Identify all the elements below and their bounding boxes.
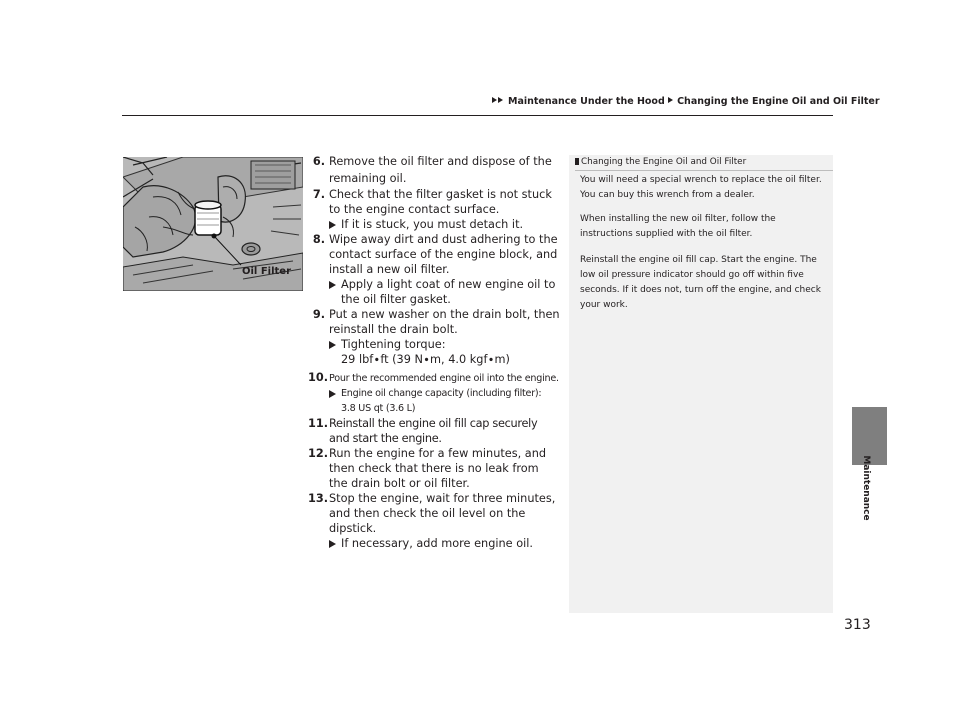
step-text: Remove the oil filter and dispose of the remaining oil. bbox=[329, 155, 552, 185]
step-number: 7. bbox=[312, 188, 325, 201]
header-divider bbox=[122, 115, 833, 116]
step-7 bbox=[308, 187, 560, 232]
reference-icon bbox=[575, 158, 579, 165]
section-label-text: Maintenance bbox=[861, 455, 871, 521]
breadcrumb-section: Maintenance Under the Hood bbox=[508, 96, 665, 107]
step-text: Reinstall the engine oil fill cap securely and start the engine. bbox=[329, 417, 538, 445]
step-12 bbox=[308, 446, 560, 491]
note-paragraph: Reinstall the engine oil fill cap. Start the engine. The low oil pressure indicator should go off within five seconds. If it does not, turn off the engine, and check your work. bbox=[580, 255, 821, 310]
step-9 bbox=[308, 307, 560, 367]
step-note-text: If necessary, add more engine oil. bbox=[341, 537, 533, 550]
step-note-text: Apply a light coat of new engine oil to the oil filter gasket. bbox=[341, 278, 556, 306]
breadcrumb bbox=[492, 95, 880, 107]
step-6 bbox=[308, 153, 560, 187]
step-number: 8. bbox=[312, 233, 325, 246]
step-note bbox=[329, 386, 560, 416]
figure-caption: Oil Filter bbox=[242, 266, 292, 277]
procedure-steps bbox=[308, 153, 560, 551]
note-divider bbox=[575, 170, 833, 171]
arrow-right-icon bbox=[329, 390, 336, 398]
step-text: Stop the engine, wait for three minutes, and then check the oil level on the dipstick. bbox=[329, 492, 556, 535]
step-number: 6. bbox=[312, 155, 325, 168]
arrow-right-icon bbox=[329, 540, 336, 548]
step-note bbox=[329, 337, 560, 367]
note-heading bbox=[575, 157, 746, 167]
chevron-right-icon bbox=[498, 96, 504, 105]
capacity-value: 3.8 US qt (3.6 L) bbox=[341, 403, 416, 414]
step-number: 10. bbox=[308, 371, 329, 384]
step-text: Check that the filter gasket is not stuck to the engine contact surface. bbox=[329, 188, 552, 216]
section-label bbox=[846, 455, 886, 521]
step-13 bbox=[308, 491, 560, 551]
step-note-text: Engine oil change capacity (including filter): bbox=[341, 388, 542, 399]
step-text: Put a new washer on the drain bolt, then reinstall the drain bolt. bbox=[329, 308, 560, 336]
step-note bbox=[329, 536, 560, 551]
step-number: 9. bbox=[312, 308, 325, 321]
arrow-right-icon bbox=[329, 281, 336, 289]
step-8 bbox=[308, 232, 560, 307]
step-note-text: If it is stuck, you must detach it. bbox=[341, 218, 524, 231]
step-text: Pour the recommended engine oil into the engine. bbox=[329, 373, 559, 384]
step-number: 12. bbox=[308, 447, 329, 460]
arrow-right-icon bbox=[329, 221, 336, 229]
step-text: Run the engine for a few minutes, and then check that there is no leak from the drain bolt or oil filter. bbox=[329, 447, 547, 490]
step-number: 13. bbox=[308, 492, 329, 505]
step-10 bbox=[308, 370, 560, 416]
page-number: 313 bbox=[844, 617, 871, 633]
step-note-text: Tightening torque: bbox=[341, 338, 446, 351]
note-paragraph: When installing the new oil filter, follow the instructions supplied with the oil filter. bbox=[580, 214, 776, 239]
step-11 bbox=[308, 416, 560, 446]
note-heading-text: Changing the Engine Oil and Oil Filter bbox=[581, 157, 747, 167]
breadcrumb-topic: Changing the Engine Oil and Oil Filter bbox=[677, 96, 880, 107]
step-number: 11. bbox=[308, 417, 329, 430]
torque-value: 29 lbf∙ft (39 N∙m, 4.0 kgf∙m) bbox=[341, 353, 510, 366]
step-note bbox=[329, 217, 560, 232]
arrow-right-icon bbox=[329, 341, 336, 349]
step-note bbox=[329, 277, 560, 307]
step-text: Wipe away dirt and dust adhering to the contact surface of the engine block, and install a new oil filter. bbox=[329, 233, 558, 276]
note-paragraph: You will need a special wrench to replace the oil filter. You can buy this wrench from a dealer. bbox=[580, 175, 822, 200]
chevron-right-icon bbox=[668, 96, 674, 105]
